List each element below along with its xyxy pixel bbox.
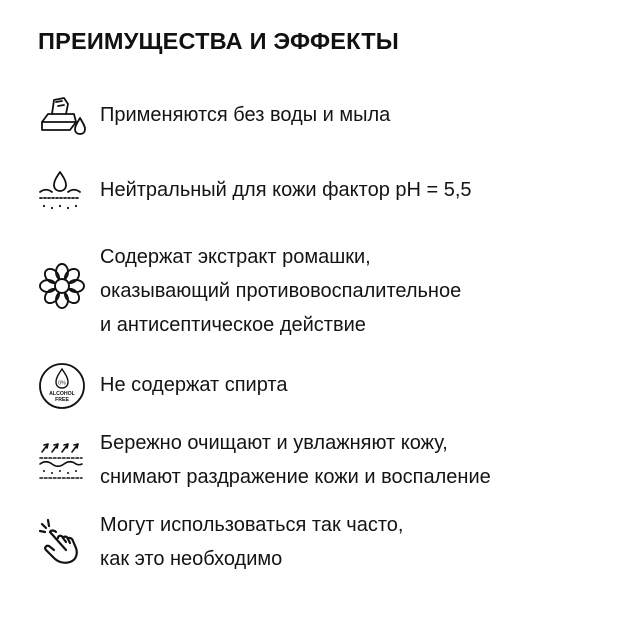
alcohol-free-icon (36, 360, 88, 412)
feature-line: Применяются без воды и мыла (100, 104, 391, 126)
wet-wipes-water-drop-icon (36, 92, 88, 144)
feature-text (100, 426, 491, 494)
feature-line: как это необходимо (100, 548, 283, 570)
feature-text (100, 368, 287, 402)
feature-line: Бережно очищают и увлажняют кожу, (100, 432, 448, 454)
feature-line: Нейтральный для кожи фактор pH = 5,5 (100, 179, 472, 201)
ph-skin-drop-icon (36, 166, 88, 218)
feature-text (100, 240, 461, 342)
section-title: ПРЕИМУЩЕСТВА И ЭФФЕКТЫ (38, 28, 399, 54)
feature-line: Не содержат спирта (100, 374, 288, 396)
feature-text (100, 508, 403, 576)
hand-tap-icon (36, 516, 88, 568)
chamomile-flower-icon (36, 260, 88, 312)
feature-line: оказывающий противовоспалительное (100, 280, 462, 302)
alcohol-free-label-bottom: FREE (55, 397, 69, 403)
feature-line: снимают раздражение кожи и воспаление (100, 466, 491, 488)
feature-line: и антисептическое действие (100, 314, 366, 336)
feature-line: Содержат экстракт ромашки, (100, 246, 371, 268)
feature-text (100, 173, 472, 207)
alcohol-free-percent: 0% (58, 380, 66, 387)
skin-moisture-layers-icon (36, 434, 88, 486)
feature-text (100, 98, 390, 132)
feature-line: Могут использоваться так часто, (100, 514, 404, 536)
alcohol-free-label-top: ALCOHOL (49, 391, 75, 397)
